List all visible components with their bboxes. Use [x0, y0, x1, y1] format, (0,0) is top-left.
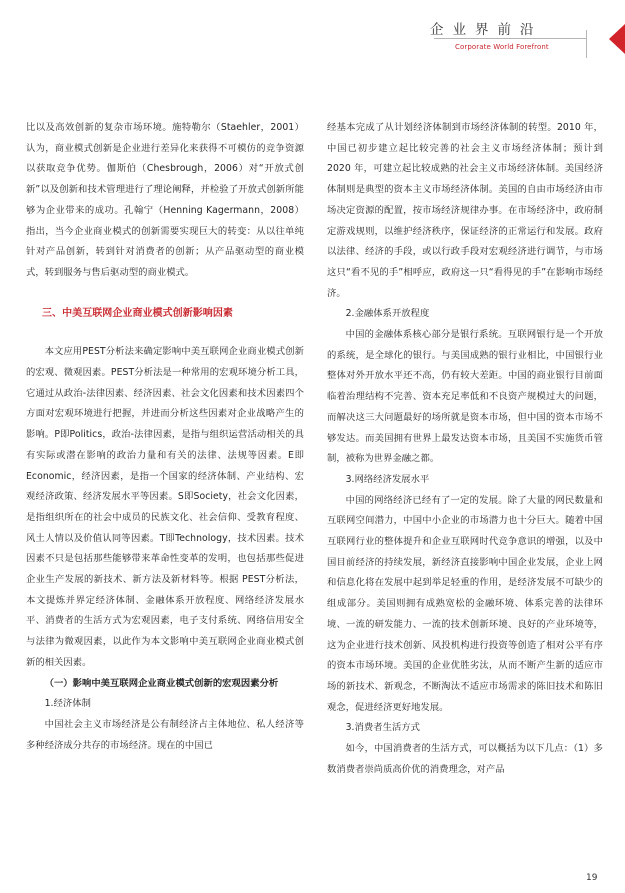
paragraph-pest-analysis: 本文应用PEST分析法来确定影响中美互联网企业商业模式创新的宏观、微观因素。PEST分析法是一种常用的宏观环境分析工具，它通过从政治-法律因素、经济因素、社会文化因素和技术因素四个方面对宏观环境进行把握，并进而分析这些因素对企业战略产生的影响。P即Politics，政治-法律因素，是指与组织运营活动相关的具有实际或潜在影响的政治力量和有关的法律、法规等因素。E即Economic，经济因素，是指一个国家的经济体制、产业结构、宏观经济政策、经济发展水平等因素。S即Society，社会文化因素，是指组织所在的社会中成员的民族文化、社会信仰、受教育程度、风土人情以及价值认同等因素。T即Technology，技术因素。技术因素不只是包括那些能够带来革命性变革的发明，也包括那些促进企业生产发展的新技术、新方法及新材料等。根据 PEST分析法，本文提炼并界定经济体制、金融体系开放程度、网络经济发展水平、消费者的生活方式为宏观因素，电子支付系统、网络信用安全与法律为微观因素，以此作为本文影响中美互联网企业商业模式创新的相关因素。 [26, 346, 304, 668]
paragraph-economic-system: 中国社会主义市场经济是公有制经济占主体地位、私人经济等多种经济成分共存的市场经济。现在的中国已 [26, 718, 304, 751]
right-column [327, 118, 603, 781]
paragraph-economic-system-continued: 经基本完成了从计划经济体制到市场经济体制的转型。2010 年，中国已初步建立起比较完善的社会主义市场经济体制；预计到 2020 年，可建立起比较成熟的社会主义市场经济体制。美国经济体制则是典型的资本主义市场经济体制。美国的自由市场经济由市场决定资源的配置，按市场经济规律办事。在市场经济中，政府制定游戏规则，以维护经济秩序，保证经济的正常运行和发展。政府以法律、经济的手段，或以行政手段对宏观经济进行调节，与市场这只“看不见的手”相呼应，政府这一只“看得见的手”在影响市场经济。 [327, 122, 603, 299]
paragraph-consumer-lifestyle: 如今，中国消费者的生活方式，可以概括为以下几点：（1）多数消费者崇尚质高价优的消费理念，对产品 [327, 743, 603, 775]
paragraph-network-economy: 中国的网络经济已经有了一定的发展。除了大量的网民数量和互联网空间潜力，中国中小企业的市场潜力也十分巨大。随着中国互联网行业的整体提升和企业互联网时代竞争意识的增强，以及中国目前经济的持续发展，新经济直接影响中国企业发展，企业上网和信息化将在发展中起到举足轻重的作用，是经济发展不可缺少的组成部分。美国则拥有成熟宽松的金融环境、体系完善的法律环境、一流的研发能力、一流的技术创新环境、良好的产业环境等，这为企业进行技术创新、风投机构进行投资等创造了相对公平有序的资本市场环境。美国的企业优胜劣汰，从而不断产生新的适应市场的新技术、新观念，不断淘汰不适应市场需求的陈旧技术和陈旧观念，促进经济更好地发展。 [327, 494, 603, 713]
paragraph-financial-openness: 中国的金融体系核心部分是银行系统。互联网银行是一个开放的系统，是全球化的银行。与美国成熟的银行业相比，中国银行业整体对外开放水平还不高，仍有较大差距。中国的商业银行目前面临着治理结构不完善、资本充足率低和不良资产规模过大的问题，而解决这三大问题最好的场所就是资本市场，但中国的资本市场不够发达。而美国拥有世界上最发达资本市场，且美国不实施货币管制，被称为世界金融之都。 [327, 329, 603, 465]
item-heading-financial-openness: 2.金融体系开放程度 [345, 308, 430, 320]
journal-title: 企业界前沿 [430, 22, 543, 38]
paragraph-literature-review: 比以及高效创新的复杂市场环境。施特勒尔（Staehler，2001）认为，商业模式创新是企业进行差异化来获得不可模仿的竞争资源以获取竞争优势。伽斯伯（Chesbrough，2006）对“开放式创新”以及创新和技术管理进行了理论阐释，并检验了开放式创新所能够为企业带来的成功。孔翰宁（Henning Kagermann，2008）指出，当今企业商业模式的创新需要实现巨大的转变：从以往单纯针对产品创新，转到针对消费者的创新；从产品驱动型的商业模式，转到服务与售后驱动型的商业模式。 [26, 122, 304, 278]
item-heading-network-economy: 3.网络经济发展水平 [345, 473, 430, 485]
left-column [26, 118, 304, 756]
journal-subtitle: Corporate World Forefront [455, 43, 549, 51]
page-number: 19 [586, 873, 598, 883]
header-rule-vertical [586, 30, 587, 58]
corner-marker-triangle [609, 24, 625, 54]
item-heading-consumer-lifestyle: 3.消费者生活方式 [345, 722, 420, 734]
header-rule-horizontal [434, 38, 587, 39]
subsection-heading-macro-factors: （一）影响中美互联网企业商业模式创新的宏观因素分析 [44, 677, 279, 689]
section-heading-3: 三、中美互联网企业商业模式创新影响因素 [42, 307, 233, 319]
item-heading-economic-system: 1.经济体制 [44, 698, 91, 710]
